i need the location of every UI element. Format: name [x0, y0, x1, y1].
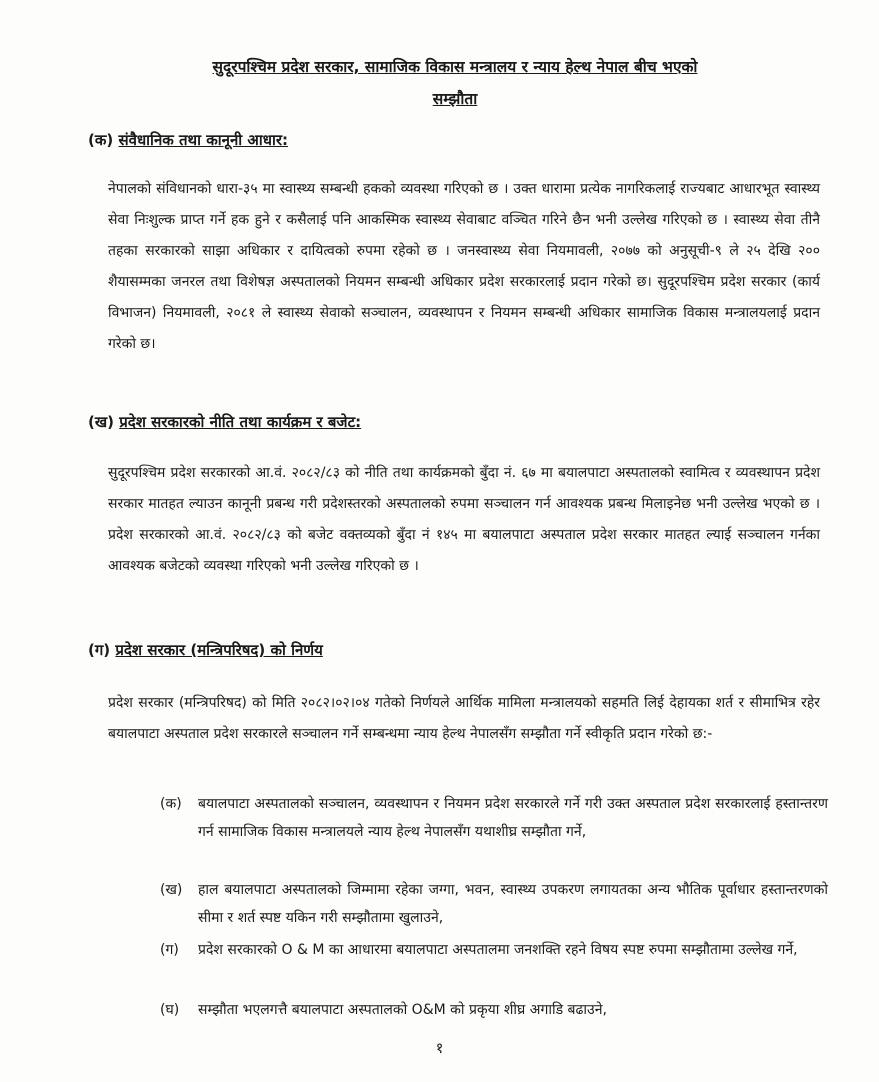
decision-item-marker: (घ)	[160, 1002, 180, 1018]
decision-item-text: हाल बयालपाटा अस्पतालको जिम्मामा रहेका जग्गा, भवन, स्वास्थ्य उपकरण लगायतका अन्य भौतिक पूर्वाधार हस्तान्तरणको सीमा र शर्त स्पष्ट यकिन गरी सम्झौतामा खुलाउने,	[198, 882, 828, 926]
section-ga-heading	[88, 640, 323, 660]
document-title-line-2: सम्झौता	[432, 90, 478, 108]
decision-item-ka	[160, 790, 828, 846]
decision-item-marker: (ग)	[160, 942, 179, 958]
section-ka-title: संवैधानिक तथा कानूनी आधार:	[118, 131, 288, 149]
decision-item-text: प्रदेश सरकारको O & M का आधारमा बयालपाटा अस्पतालमा जनशक्ति रहने विषय स्पष्ट रुपमा सम्झौतामा उल्लेख गर्ने,	[198, 942, 798, 958]
section-ga-body: प्रदेश सरकार (मन्त्रिपरिषद) को मिति २०८२।०२।०४ गतेको निर्णयले आर्थिक मामिला मन्त्रालयको सहमति लिई देहायका शर्त र सीमाभित्र रहेर बयालपाटा अस्पताल प्रदेश सरकारले सञ्चालन गर्ने सम्बन्धमा न्याय हेल्थ नेपालसँग सम्झौता गर्ने स्वीकृति प्रदान गरेको छ:-	[108, 695, 820, 742]
decision-item-marker: (ख)	[160, 882, 183, 898]
section-ga-label: (ग)	[88, 641, 111, 659]
decision-item-gha	[160, 996, 828, 1024]
page-number: १	[435, 1039, 444, 1057]
section-kha-title: प्रदेश सरकारको नीति तथा कार्यक्रम र बजेट:	[119, 413, 362, 431]
decision-item-kha	[160, 876, 828, 932]
section-ka-label: (क)	[88, 131, 114, 149]
section-kha-label: (ख)	[88, 413, 114, 431]
decision-item-text: सम्झौता भएलगत्तै बयालपाटा अस्पतालको O&M को प्रकृया शीघ्र अगाडि बढाउने,	[198, 1002, 607, 1018]
decision-item-text: बयालपाटा अस्पतालको सञ्चालन, व्यवस्थापन र नियमन प्रदेश सरकारले गर्ने गरी उक्त अस्पताल प्रदेश सरकारलाई हस्तान्तरण गर्न सामाजिक विकास मन्त्रालयले न्याय हेल्थ नेपालसँग यथाशीघ्र सम्झौता गर्ने,	[198, 796, 828, 840]
section-kha-body: सुदूरपश्चिम प्रदेश सरकारको आ.वं. २०८२/८३ को नीति तथा कार्यक्रमको बुँदा नं. ६७ मा बयालपाटा अस्पतालको स्वामित्व र व्यवस्थापन प्रदेश सरकार मातहत ल्याउन कानूनी प्रबन्ध गरी प्रदेशस्तरको अस्पतालको रुपमा सञ्चालन गर्न आवश्यक प्रबन्ध मिलाइनेछ भनी उल्लेख भएको छ । प्रदेश सरकारको आ.वं. २०८२/८३ को बजेट वक्तव्यको बुँदा नं १४५ मा बयालपाटा अस्पताल प्रदेश सरकार मातहत ल्याई सञ्चालन गर्नका आवश्यक बजेटको व्यवस्था गरिएको भनी उल्लेख गरिएको छ ।	[108, 465, 820, 574]
section-ga-title: प्रदेश सरकार (मन्त्रिपरिषद) को निर्णय	[115, 641, 323, 659]
document-title-line-1: सुदूरपश्चिम प्रदेश सरकार, सामाजिक विकास मन्त्रालय र न्याय हेल्थ नेपाल बीच भएको	[212, 58, 698, 76]
section-kha-heading	[88, 412, 361, 432]
section-ka-body: नेपालको संविधानको धारा-३५ मा स्वास्थ्य सम्बन्धी हकको व्यवस्था गरिएको छ । उक्त धारामा प्रत्येक नागरिकलाई राज्यबाट आधारभूत स्वास्थ्य सेवा निःशुल्क प्राप्त गर्ने हक हुने र कसैलाई पनि आकस्मिक स्वास्थ्य सेवाबाट वञ्चित गरिने छैन भनी उल्लेख गरिएको छ । स्वास्थ्य सेवा तीनै तहका सरकारको साझा अधिकार र दायित्वको रुपमा रहेको छ । जनस्वास्थ्य सेवा नियमावली, २०७७ को अनुसूची-९ ले २५ देखि २०० शैयासम्मका जनरल तथा विशेषज्ञ अस्पतालको नियमन सम्बन्धी अधिकार प्रदेश सरकारलाई प्रदान गरेको छ। सुदूरपश्चिम प्रदेश सरकार (कार्य विभाजन) नियमावली, २०८१ ले स्वास्थ्य सेवाको सञ्चालन, व्यवस्थापन र नियमन सम्बन्धी अधिकार सामाजिक विकास मन्त्रालयलाई प्रदान गरेको छ।	[108, 181, 820, 352]
section-ka-heading	[88, 130, 288, 150]
decision-item-marker: (क)	[160, 796, 182, 812]
decision-item-ga	[160, 936, 828, 964]
